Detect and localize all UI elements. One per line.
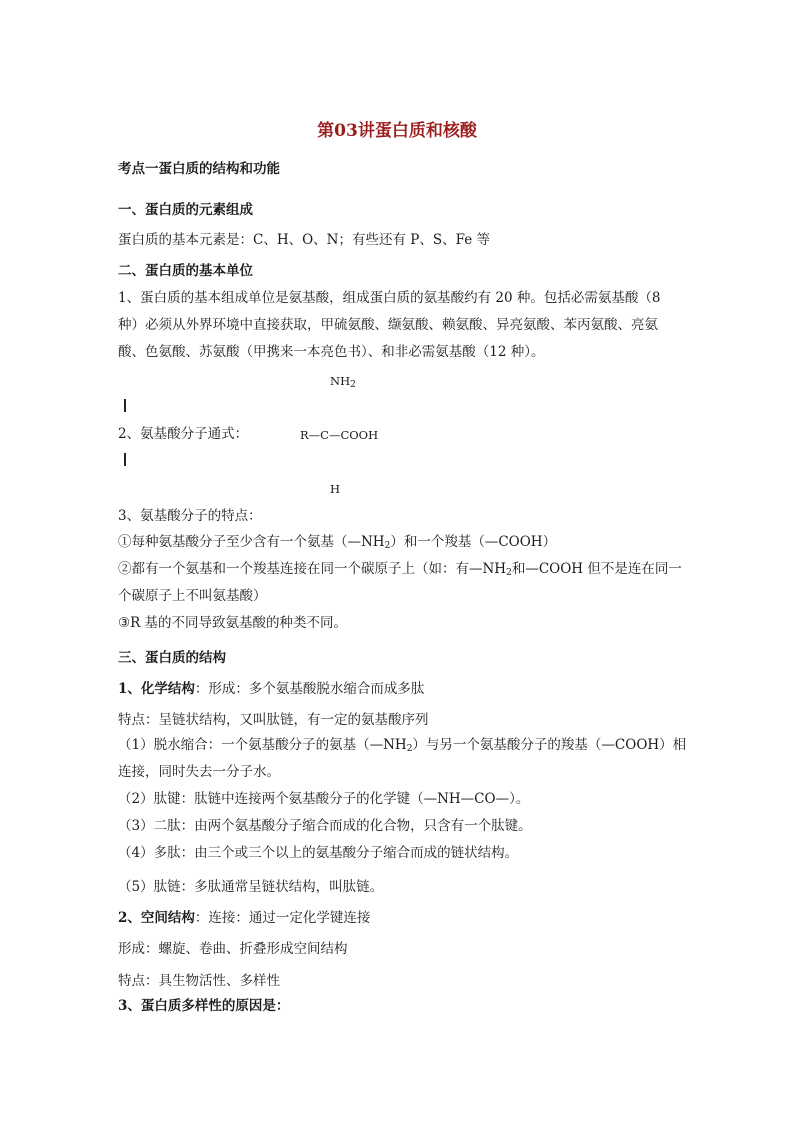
formula-top-group: $NH_2$ <box>330 374 356 390</box>
item-polypeptide: （4）多肽：由三个或三个以上的氨基酸分子缩合而成的链状结构。 <box>118 845 519 861</box>
section-heading-unit: 二、蛋白质的基本单位 <box>118 263 253 279</box>
space-structure: 2、空间结构：连接：通过一定化学键连接 <box>118 910 371 926</box>
unit-para-line1: 1、蛋白质的基本组成单位是氨基酸，组成蛋白质的氨基酸约有 20 种。包括必需氨基酸（8 <box>118 290 661 306</box>
item-dipeptide: （3）二肽：由两个氨基酸分子缩合而成的化合物，只含有一个肽键。 <box>118 818 532 834</box>
feature-b: ②都有一个氨基和一个羧基连接在同一个碳原子上（如：有$—NH_2$和—COOH 但不是连在同一 <box>118 561 682 578</box>
item-peptide-bond: （2）肽键：肽链中连接两个氨基酸分子的化学键（—NH—CO—）。 <box>118 791 530 807</box>
chem-structure: 1、化学结构：形成：多个氨基酸脱水缩合而成多肽 <box>118 681 425 697</box>
elements-text: 蛋白质的基本元素是：C、H、O、N；有些还有 P、S、Fe 等 <box>118 232 491 248</box>
feature-b-line2: 个碳原子上不叫氨基酸） <box>118 588 267 604</box>
formula-bottom: H <box>330 482 341 496</box>
space-feature: 特点：具生物活性、多样性 <box>118 973 280 989</box>
unit-para-line2: 种）必须从外界环境中直接获取，甲硫氨酸、缬氨酸、赖氨酸、异亮氨酸、苯丙氨酸、亮氨 <box>118 317 658 333</box>
formula-main: R—C—COOH <box>300 428 379 442</box>
item-dehydration-line2: 连接，同时失去一分子水。 <box>118 764 280 780</box>
space-form: 形成：螺旋、卷曲、折叠形成空间结构 <box>118 941 348 957</box>
formula-vertical-bond-top <box>124 399 126 412</box>
feature-a: ①每种氨基酸分子至少含有一个氨基$(—NH_2)$和一个羧基（—COOH） <box>118 534 557 551</box>
document-title: 第03讲蛋白质和核酸 <box>317 121 477 141</box>
formula-label: 2、氨基酸分子通式： <box>118 426 249 442</box>
chem-feature: 特点：呈链状结构，又叫肽链，有一定的氨基酸序列 <box>118 712 429 728</box>
section-heading-structure: 三、蛋白质的结构 <box>118 650 226 666</box>
features-title: 3、氨基酸分子的特点： <box>118 508 262 524</box>
diversity-heading: 3、蛋白质多样性的原因是： <box>118 998 290 1014</box>
unit-para-line3: 酸、色氨酸、苏氨酸（甲携来一本亮色书）、和非必需氨基酸（12 种）。 <box>118 344 545 360</box>
feature-c: ③R 基的不同导致氨基酸的种类不同。 <box>118 615 348 631</box>
section-heading-elements: 一、蛋白质的元素组成 <box>118 202 253 218</box>
formula-vertical-bond-bottom <box>124 453 126 466</box>
item-dehydration: （1）脱水缩合：一个氨基酸分子的氨基$(—NH_2)$与另一个氨基酸分子的羧基（—COOH）相 <box>118 737 687 754</box>
item-peptide-chain: （5）肽链：多肽通常呈链状结构，叫肽链。 <box>118 879 384 895</box>
topic-heading: 考点一蛋白质的结构和功能 <box>118 161 280 177</box>
